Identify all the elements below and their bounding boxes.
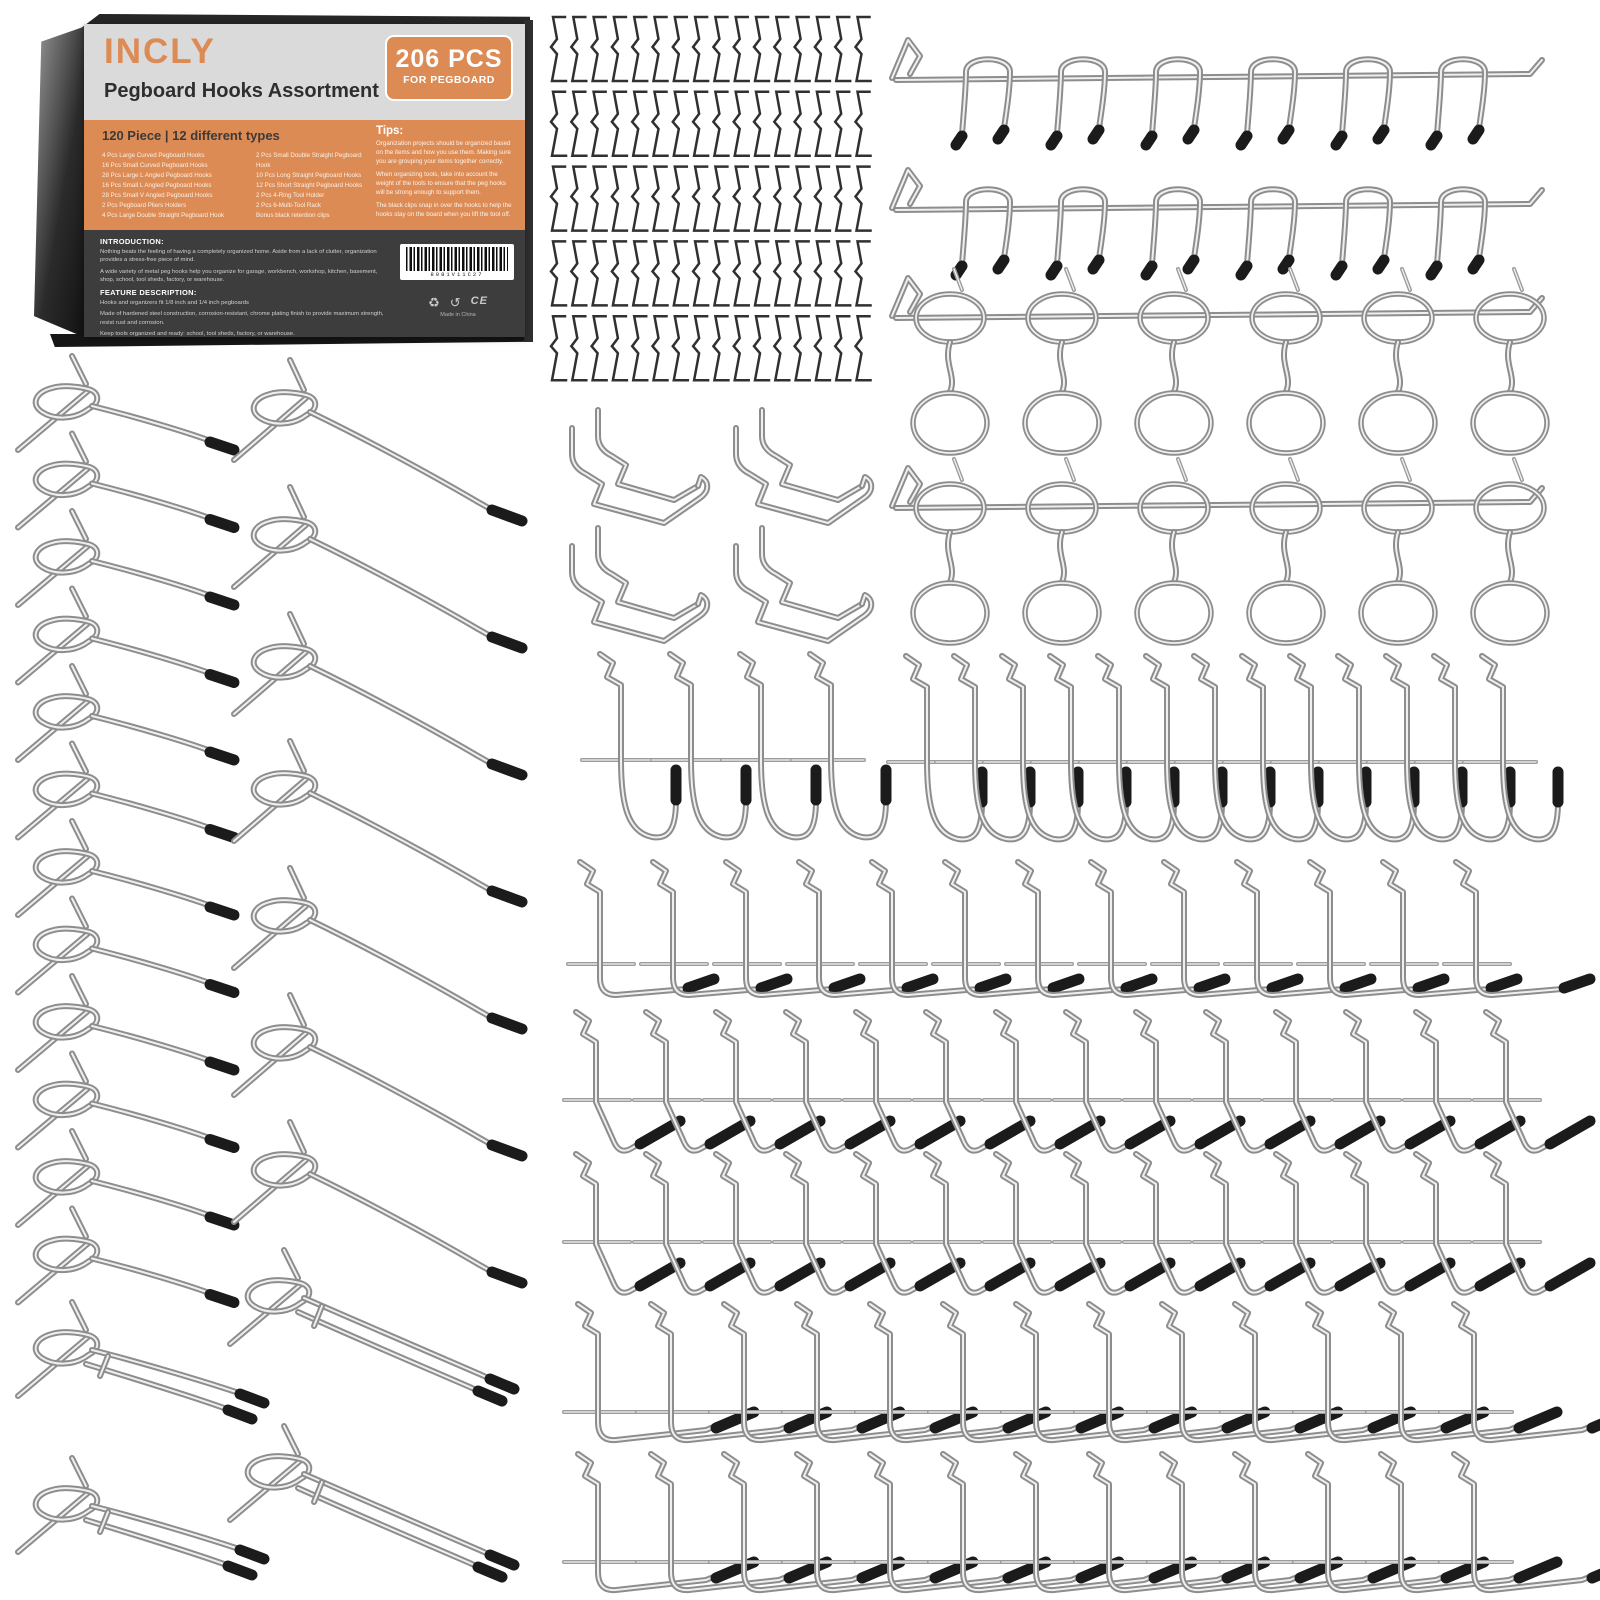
ring-tool-holders [892, 269, 1547, 643]
hardware-piece [1249, 459, 1323, 643]
hardware-piece [18, 589, 234, 683]
hardware-piece [754, 241, 769, 305]
hardware-piece [632, 316, 647, 380]
hardware-piece [234, 868, 522, 1029]
hardware-piece [713, 167, 728, 231]
hardware-piece [956, 189, 1010, 275]
hardware-piece [632, 92, 647, 156]
hardware-piece [1137, 459, 1211, 643]
hardware-piece [673, 17, 688, 81]
hardware-piece [795, 316, 810, 380]
hardware-piece [653, 167, 668, 231]
hardware-piece [568, 862, 714, 995]
certification-icons [406, 296, 510, 318]
hardware-piece [713, 241, 728, 305]
barcode-digits: 8081V11C27 [430, 271, 484, 278]
hardware-piece [234, 360, 522, 521]
piece-count-badge [385, 35, 513, 101]
hardware-piece [1336, 59, 1390, 145]
hardware-piece [835, 241, 850, 305]
hardware-piece [234, 614, 522, 775]
v-angled-hooks-rows [564, 1012, 1592, 1293]
hardware-piece [1025, 269, 1099, 453]
hardware-piece [632, 17, 647, 81]
hardware-piece [892, 278, 1542, 318]
piece-list-item: 16 Pcs Small L Angled Pegboard Hooks [102, 181, 212, 189]
hardware-piece [653, 92, 668, 156]
hardware-piece [592, 17, 607, 81]
hardware-piece [592, 241, 607, 305]
piece-list-item: 2 Pcs 6-Multi-Tool Rack [256, 201, 321, 209]
hardware-piece [1241, 189, 1295, 275]
hardware-piece [795, 241, 810, 305]
green-dot-icon: ↺ [449, 295, 461, 310]
feature-paragraph: Hooks and organizers fit 1/8 inch and 1/4 inch pegboards [100, 300, 249, 307]
hardware-piece [693, 17, 708, 81]
hardware-piece [734, 316, 749, 380]
piece-list-left [102, 151, 250, 220]
hardware-piece [1361, 459, 1435, 643]
tips-paragraph: When organizing tools, take into account the weight of the tools to ensure that the peg hooks will be strong enough to support them. [376, 170, 507, 196]
hardware-piece [713, 17, 728, 81]
hardware-piece [1249, 269, 1323, 453]
hardware-piece [693, 316, 708, 380]
badge-subtitle: FOR PEGBOARD [403, 74, 495, 86]
hardware-piece [1051, 189, 1105, 275]
small-curved-hooks-column [18, 356, 234, 1303]
hardware-piece [856, 316, 871, 380]
hardware-piece [653, 316, 668, 380]
hardware-piece [1146, 189, 1200, 275]
hardware-piece [582, 654, 676, 837]
hardware-piece [815, 316, 830, 380]
hardware-piece [815, 17, 830, 81]
hardware-piece [612, 92, 627, 156]
hardware-piece [230, 1250, 514, 1401]
hardware-piece [572, 528, 707, 641]
hardware-piece [734, 17, 749, 81]
hardware-piece [18, 1131, 234, 1225]
barcode [400, 244, 514, 280]
hardware-piece [18, 511, 234, 605]
product-box [84, 24, 525, 337]
hardware-piece [612, 167, 627, 231]
hardware-piece [1051, 59, 1105, 145]
hardware-piece [734, 241, 749, 305]
hardware-piece [673, 92, 688, 156]
hardware-piece [734, 92, 749, 156]
hardware-piece [1361, 269, 1435, 453]
recycle-icon: ♻ [428, 295, 440, 310]
hardware-piece [612, 316, 627, 380]
piece-list-item: 28 Pcs Small V Angled Pegboard Hooks [102, 191, 213, 199]
hardware-piece [734, 167, 749, 231]
piece-list-item: 16 Pcs Small Curved Pegboard Hooks [102, 161, 208, 169]
hardware-piece [774, 17, 789, 81]
introduction-paragraph: A wide variety of metal peg hooks help you organize for garage, workbench, workshop, kitchen, basement, shop, school, tool sheds, factory, or warehouse. [100, 268, 378, 283]
hardware-piece [230, 1426, 514, 1577]
retention-clips-grid [551, 17, 871, 380]
hardware-piece [18, 821, 234, 915]
multi-tool-racks [892, 40, 1542, 275]
badge-count: 206 PCS [395, 45, 503, 73]
hardware-piece [713, 92, 728, 156]
hardware-piece [592, 167, 607, 231]
hardware-piece [693, 167, 708, 231]
hardware-piece [815, 167, 830, 231]
hardware-piece [856, 92, 871, 156]
hardware-piece [571, 316, 586, 380]
long-straight-hooks-rows [564, 1304, 1600, 1590]
piece-list-item: 12 Pcs Short Straight Pegboard Hooks [256, 181, 363, 189]
feature-paragraph: Keep tools organized and ready: school, tool sheds, factory, or warehouse. [100, 330, 295, 337]
hardware-piece [1137, 269, 1211, 453]
tips-heading: Tips: [376, 125, 404, 137]
hardware-piece [856, 241, 871, 305]
brand-logo: INCLY [104, 32, 216, 71]
hardware-piece [571, 92, 586, 156]
hardware-piece [653, 17, 668, 81]
hardware-piece [736, 410, 871, 523]
hardware-piece [815, 241, 830, 305]
box-orange-panel [84, 120, 525, 230]
introduction-paragraph: Nothing beats the feeling of having a completely organized home. Aside from a lack of clutter, organization provides a stress-free piece of mind. [100, 249, 377, 264]
hardware-piece [571, 241, 586, 305]
hardware-piece [18, 356, 234, 450]
hardware-piece [722, 654, 816, 837]
tips-paragraph: The black clips snap in over the hooks to help the hooks stay on the board when you lift the tool off. [376, 201, 512, 218]
barcode-box [400, 244, 514, 280]
j-hooks-large-group [888, 656, 1558, 839]
hardware-piece [612, 17, 627, 81]
box-header-panel [84, 24, 525, 120]
hardware-piece [795, 17, 810, 81]
hardware-piece [234, 487, 522, 648]
hardware-piece [551, 167, 566, 231]
hardware-piece [18, 1458, 264, 1575]
hardware-piece [18, 666, 234, 760]
hardware-piece [234, 741, 522, 902]
hardware-piece [892, 468, 1542, 508]
hardware-piece [1473, 269, 1547, 453]
hardware-piece [632, 241, 647, 305]
hardware-piece [592, 316, 607, 380]
tips-section [376, 125, 512, 224]
feature-paragraph: Made of hardened steel construction, corrosion-resistant, chrome plating finish to provide maximum strength, resist rust and corrosion. [100, 311, 384, 326]
hardware-piece [18, 899, 234, 993]
hardware-piece [632, 167, 647, 231]
hardware-piece [592, 92, 607, 156]
hardware-piece [653, 241, 668, 305]
box-left-edge [34, 26, 86, 338]
large-double-hooks [230, 1250, 514, 1577]
hardware-piece [856, 167, 871, 231]
hardware-piece [835, 92, 850, 156]
piece-list-item: 2 Pcs Small Double Straight Pegboard Hook [256, 152, 362, 169]
hardware-piece [652, 654, 746, 837]
hardware-piece [612, 241, 627, 305]
hardware-piece [551, 316, 566, 380]
hardware-piece [551, 92, 566, 156]
hardware-piece [1146, 59, 1200, 145]
hardware-piece [18, 1209, 234, 1303]
hardware-piece [795, 92, 810, 156]
piece-list-item: 10 Pcs Long Straight Pegboard Hooks [256, 171, 362, 179]
hardware-piece [18, 1054, 234, 1148]
description-section [100, 237, 388, 341]
hardware-piece [1336, 189, 1390, 275]
hardware-piece [551, 17, 566, 81]
box-dark-panel [84, 230, 525, 337]
hardware-piece [913, 459, 987, 643]
hardware-piece [18, 434, 234, 528]
hardware-piece [792, 654, 886, 837]
hardware-piece [1473, 459, 1547, 643]
feature-heading: FEATURE DESCRIPTION: [100, 288, 197, 298]
hardware-piece [774, 92, 789, 156]
hardware-piece [693, 92, 708, 156]
introduction-heading: INTRODUCTION: [100, 237, 164, 246]
hardware-piece [774, 316, 789, 380]
hardware-piece [1474, 1012, 1592, 1151]
tips-paragraph: Organization projects should be organized based on the items and how you use them. Making sure you are grouping your items together correctly. [376, 140, 511, 165]
hardware-piece [571, 167, 586, 231]
hardware-piece [913, 269, 987, 453]
piece-list-item: 28 Pcs Large L Angled Pegboard Hooks [102, 171, 212, 179]
hardware-piece [18, 744, 234, 838]
hardware-piece [754, 316, 769, 380]
hardware-piece [234, 1122, 522, 1283]
hardware-piece [18, 976, 234, 1070]
hardware-piece [673, 241, 688, 305]
small-double-hooks [18, 1302, 264, 1575]
hardware-piece [774, 241, 789, 305]
piece-list-item: 4 Pcs Large Double Straight Pegboard Hook [102, 211, 225, 219]
hardware-piece [754, 92, 769, 156]
hardware-piece [713, 316, 728, 380]
hardware-piece [1241, 59, 1295, 145]
hardware-piece [673, 167, 688, 231]
piece-list-item: 2 Pcs 4-Ring Tool Holder [256, 191, 325, 199]
hardware-piece [956, 59, 1010, 145]
hardware-piece [835, 167, 850, 231]
piece-list-item: 4 Pcs Large Curved Pegboard Hooks [102, 152, 205, 159]
hardware-piece [234, 995, 522, 1156]
pliers-holders-grid [572, 410, 871, 641]
barcode-bars [406, 247, 508, 271]
hardware-piece [693, 241, 708, 305]
hardware-piece [815, 92, 830, 156]
hardware-piece [856, 17, 871, 81]
made-in-label: Made in China [440, 312, 476, 318]
hardware-piece [835, 17, 850, 81]
hardware-piece [1025, 459, 1099, 643]
piece-list-item: 2 Pcs Pegboard Pliers Holders [102, 201, 187, 209]
hardware-piece [835, 316, 850, 380]
l-hooks-row [568, 862, 1590, 995]
piece-list-item: Bonus black retention clips [256, 211, 330, 219]
j-hooks-small-group [582, 654, 886, 837]
product-title: Pegboard Hooks Assortment [104, 80, 379, 102]
hardware-piece [736, 528, 871, 641]
hardware-piece [572, 410, 707, 523]
hardware-piece [673, 316, 688, 380]
hardware-piece [1464, 656, 1558, 839]
ce-mark-icon: CE [470, 295, 488, 307]
hardware-piece [795, 167, 810, 231]
piece-list-heading: 120 Piece | 12 different types [102, 128, 280, 143]
hardware-piece [754, 167, 769, 231]
hardware-piece [754, 17, 769, 81]
hardware-piece [571, 17, 586, 81]
hardware-piece [774, 167, 789, 231]
large-curved-hooks-column [234, 360, 522, 1283]
box-right-edge [524, 20, 533, 342]
hardware-piece [551, 241, 566, 305]
piece-list-right [256, 151, 372, 220]
hardware-piece [18, 1302, 264, 1419]
hardware-piece [1474, 1154, 1592, 1293]
